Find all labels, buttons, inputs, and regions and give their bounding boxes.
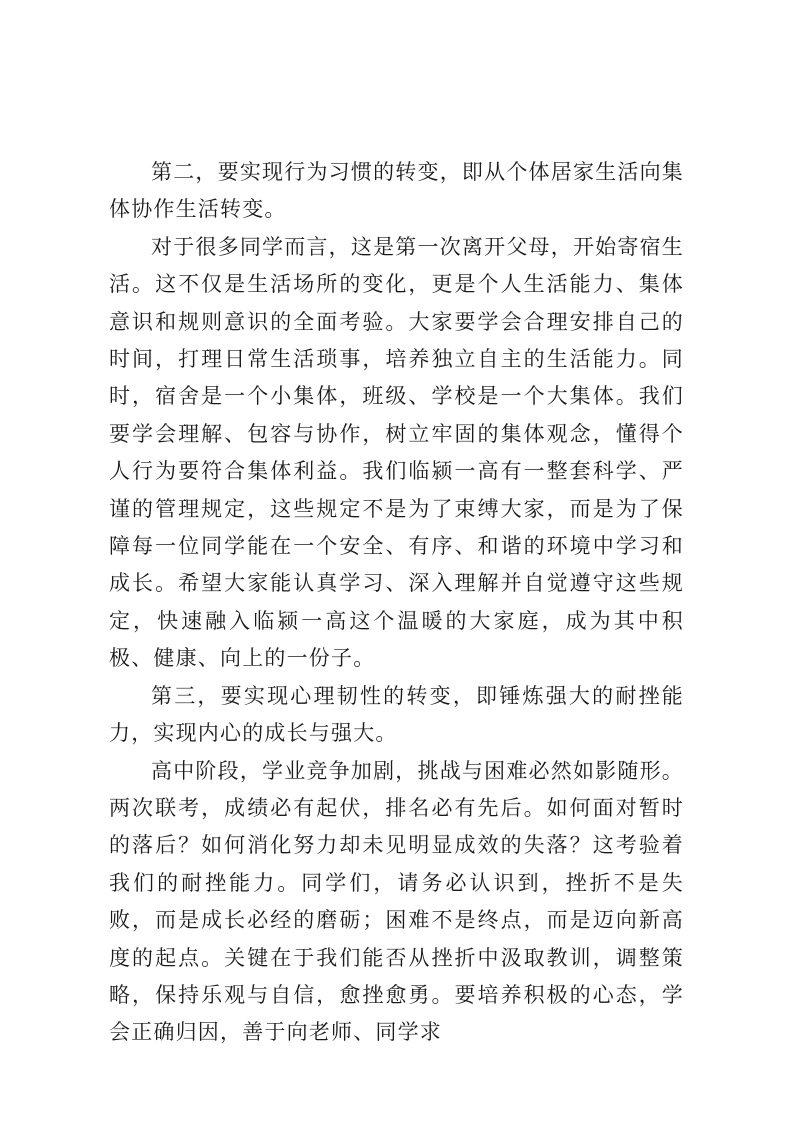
document-body (109, 154, 684, 1052)
paragraph-boarding-life: 对于很多同学而言，这是第一次离开父母，开始寄宿生活。这不仅是生活场所的变化，更是个人生活能力、集体意识和规则意识的全面考验。大家要学会合理安排自己的时间，打理日常生活琐事，培养独立自主的生活能力。同时，宿舍是一个小集体，班级、学校是一个大集体。我们要学会理解、包容与协作，树立牢固的集体观念，懂得个人行为要符合集体利益。我们临颍一高有一整套科学、严谨的管理规定，这些规定不是为了束缚大家，而是为了保障每一位同学能在一个安全、有序、和谐的环境中学习和成长。希望大家能认真学习、深入理解并自觉遵守这些规定，快速融入临颍一高这个温暖的大家庭，成为其中积极、健康、向上的一份子。 (109, 234, 684, 671)
paragraph-resilience-heading: 第三，要实现心理韧性的转变，即锤炼强大的耐挫能力，实现内心的成长与强大。 (109, 683, 684, 746)
paragraph-high-school-challenges: 高中阶段，学业竞争加剧，挑战与困难必然如影随形。两次联考，成绩必有起伏，排名必有先后。如何面对暂时的落后？如何消化努力却未见明显成效的失落？这考验着我们的耐挫能力。同学们，请务必认识到，挫折不是失败，而是成长必经的磨砺；困难不是终点，而是迈向新高度的起点。关键在于我们能否从挫折中汲取教训，调整策略，保持乐观与自信，愈挫愈勇。要培养积极的心态，学会正确归因，善于向老师、同学求 (109, 758, 684, 1045)
paragraph-behavior-heading: 第二，要实现行为习惯的转变，即从个体居家生活向集体协作生活转变。 (109, 160, 684, 222)
